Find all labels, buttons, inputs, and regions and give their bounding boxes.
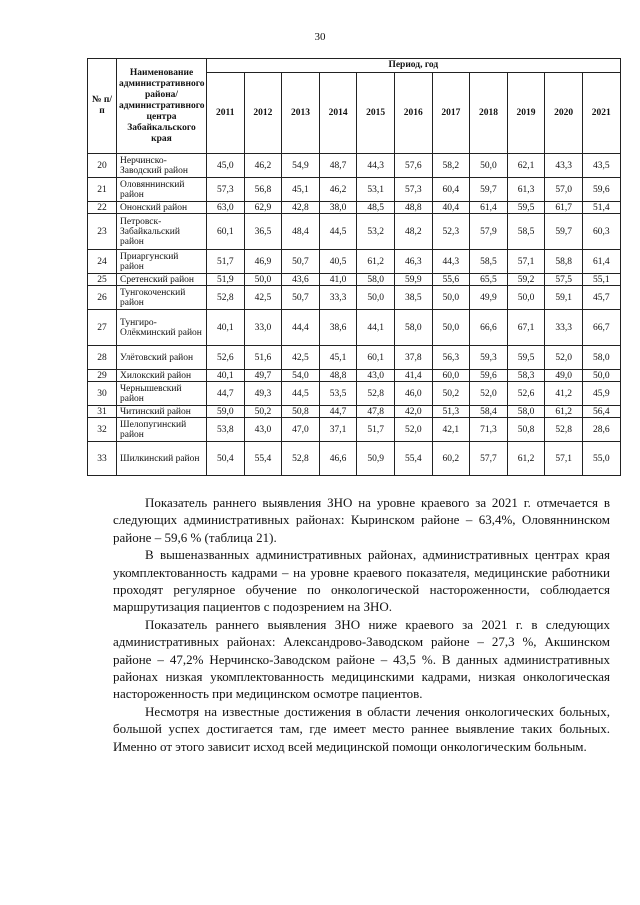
value-cell: 51,4 — [582, 202, 620, 214]
value-cell: 55,4 — [244, 442, 282, 476]
value-cell: 43,6 — [282, 274, 320, 286]
value-cell: 37,1 — [319, 418, 357, 442]
value-cell: 55,1 — [582, 274, 620, 286]
value-cell: 58,2 — [432, 154, 470, 178]
value-cell: 61,2 — [357, 250, 395, 274]
value-cell: 59,1 — [545, 286, 583, 310]
value-cell: 47,8 — [357, 406, 395, 418]
value-cell: 50,8 — [282, 406, 320, 418]
value-cell: 61,7 — [545, 202, 583, 214]
value-cell: 50,0 — [432, 310, 470, 346]
value-cell: 43,0 — [244, 418, 282, 442]
paragraph: Показатель раннего выявления ЗНО ниже краевого за 2021 г. в следующих административных районах: Александрово-Заводском районе – 27,3 %, Акшинском районе – 47,2% Нерчинско-Заводском районе – 43,5 %. В данных административных районах низкая укомплектованность медицинскими кадрами, низкая онкологическая настороженность при медицинском осмотре пациентов. — [113, 616, 610, 702]
value-cell: 58,0 — [394, 310, 432, 346]
value-cell: 61,2 — [507, 442, 545, 476]
value-cell: 56,8 — [244, 178, 282, 202]
value-cell: 56,4 — [582, 406, 620, 418]
value-cell: 50,7 — [282, 286, 320, 310]
value-cell: 61,4 — [582, 250, 620, 274]
value-cell: 49,7 — [244, 370, 282, 382]
paragraph: Несмотря на известные достижения в области лечения онкологических больных, большой успех достигается там, где имеет место раннее выявление таких больных. Именно от этого зависит исход всей медицинской помощи онкологическим больным. — [113, 703, 610, 754]
value-cell: 59,0 — [207, 406, 245, 418]
row-number: 28 — [88, 346, 117, 370]
value-cell: 50,0 — [582, 370, 620, 382]
value-cell: 50,4 — [207, 442, 245, 476]
value-cell: 50,0 — [244, 274, 282, 286]
value-cell: 54,9 — [282, 154, 320, 178]
value-cell: 55,4 — [394, 442, 432, 476]
value-cell: 53,8 — [207, 418, 245, 442]
value-cell: 57,5 — [545, 274, 583, 286]
value-cell: 59,6 — [582, 178, 620, 202]
page-number: 30 — [314, 31, 326, 43]
value-cell: 53,5 — [319, 382, 357, 406]
year-header: 2017 — [432, 73, 470, 154]
value-cell: 51,6 — [244, 346, 282, 370]
value-cell: 42,8 — [282, 202, 320, 214]
value-cell: 52,0 — [470, 382, 508, 406]
value-cell: 33,3 — [319, 286, 357, 310]
row-number: 24 — [88, 250, 117, 274]
year-header: 2019 — [507, 73, 545, 154]
district-name: Улётовский район — [117, 346, 207, 370]
value-cell: 57,9 — [470, 214, 508, 250]
value-cell: 58,5 — [507, 214, 545, 250]
value-cell: 52,6 — [207, 346, 245, 370]
table-row — [88, 178, 621, 202]
value-cell: 33,3 — [545, 310, 583, 346]
district-name: Петровск-Забайкальский район — [117, 214, 207, 250]
table-row — [88, 442, 621, 476]
district-name: Нерчинско-Заводский район — [117, 154, 207, 178]
district-table — [87, 58, 621, 476]
district-name: Тунгиро-Олёкминский район — [117, 310, 207, 346]
row-number: 22 — [88, 202, 117, 214]
value-cell: 46,3 — [394, 250, 432, 274]
value-cell: 53,2 — [357, 214, 395, 250]
table-row — [88, 214, 621, 250]
value-cell: 60,1 — [207, 214, 245, 250]
value-cell: 60,3 — [582, 214, 620, 250]
value-cell: 51,7 — [357, 418, 395, 442]
value-cell: 48,8 — [319, 370, 357, 382]
table-row — [88, 202, 621, 214]
table-row — [88, 250, 621, 274]
value-cell: 44,7 — [319, 406, 357, 418]
year-header: 2018 — [470, 73, 508, 154]
value-cell: 60,1 — [357, 346, 395, 370]
value-cell: 65,5 — [470, 274, 508, 286]
value-cell: 61,4 — [470, 202, 508, 214]
value-cell: 50,0 — [432, 286, 470, 310]
value-cell: 52,0 — [394, 418, 432, 442]
value-cell: 58,3 — [507, 370, 545, 382]
value-cell: 46,2 — [244, 154, 282, 178]
value-cell: 45,1 — [319, 346, 357, 370]
year-header: 2015 — [357, 73, 395, 154]
value-cell: 46,9 — [244, 250, 282, 274]
value-cell: 48,7 — [319, 154, 357, 178]
value-cell: 66,6 — [470, 310, 508, 346]
year-header: 2021 — [582, 73, 620, 154]
value-cell: 59,2 — [507, 274, 545, 286]
value-cell: 48,4 — [282, 214, 320, 250]
row-number: 29 — [88, 370, 117, 382]
value-cell: 58,8 — [545, 250, 583, 274]
value-cell: 52,8 — [545, 418, 583, 442]
district-name: Тунгокоченский район — [117, 286, 207, 310]
value-cell: 48,2 — [394, 214, 432, 250]
header-period: Период, год — [207, 59, 621, 73]
row-number: 23 — [88, 214, 117, 250]
value-cell: 42,5 — [282, 346, 320, 370]
value-cell: 52,3 — [432, 214, 470, 250]
value-cell: 36,5 — [244, 214, 282, 250]
value-cell: 41,0 — [319, 274, 357, 286]
district-name: Приаргунский район — [117, 250, 207, 274]
row-number: 31 — [88, 406, 117, 418]
value-cell: 38,5 — [394, 286, 432, 310]
value-cell: 44,3 — [432, 250, 470, 274]
value-cell: 45,9 — [582, 382, 620, 406]
value-cell: 41,2 — [545, 382, 583, 406]
value-cell: 59,5 — [507, 346, 545, 370]
value-cell: 57,3 — [394, 178, 432, 202]
value-cell: 40,5 — [319, 250, 357, 274]
value-cell: 44,1 — [357, 310, 395, 346]
value-cell: 59,6 — [470, 370, 508, 382]
value-cell: 60,4 — [432, 178, 470, 202]
district-name: Хилокский район — [117, 370, 207, 382]
value-cell: 58,4 — [470, 406, 508, 418]
year-header: 2016 — [394, 73, 432, 154]
year-header: 2013 — [282, 73, 320, 154]
year-header: 2020 — [545, 73, 583, 154]
value-cell: 40,1 — [207, 370, 245, 382]
value-cell: 62,9 — [244, 202, 282, 214]
value-cell: 61,3 — [507, 178, 545, 202]
year-header: 2011 — [207, 73, 245, 154]
value-cell: 38,6 — [319, 310, 357, 346]
value-cell: 54,0 — [282, 370, 320, 382]
value-cell: 59,5 — [507, 202, 545, 214]
value-cell: 50,7 — [282, 250, 320, 274]
value-cell: 42,1 — [432, 418, 470, 442]
value-cell: 51,7 — [207, 250, 245, 274]
value-cell: 50,2 — [244, 406, 282, 418]
value-cell: 49,0 — [545, 370, 583, 382]
value-cell: 53,1 — [357, 178, 395, 202]
value-cell: 57,6 — [394, 154, 432, 178]
body-text — [113, 494, 610, 755]
value-cell: 45,0 — [207, 154, 245, 178]
value-cell: 47,0 — [282, 418, 320, 442]
paragraph: Показатель раннего выявления ЗНО на уровне краевого за 2021 г. отмечается в следующих административных районах: Кыринском районе – 63,4%, Оловяннинском районе – 59,6 % (таблица 21). — [113, 495, 610, 545]
year-header: 2012 — [244, 73, 282, 154]
district-name: Шелопугинский район — [117, 418, 207, 442]
value-cell: 50,0 — [507, 286, 545, 310]
value-cell: 48,5 — [357, 202, 395, 214]
value-cell: 59,3 — [470, 346, 508, 370]
value-cell: 49,9 — [470, 286, 508, 310]
value-cell: 58,0 — [582, 346, 620, 370]
district-name: Шилкинский район — [117, 442, 207, 476]
row-number: 25 — [88, 274, 117, 286]
value-cell: 44,4 — [282, 310, 320, 346]
value-cell: 61,2 — [545, 406, 583, 418]
value-cell: 51,3 — [432, 406, 470, 418]
table-row — [88, 154, 621, 178]
district-name: Читинский район — [117, 406, 207, 418]
value-cell: 43,5 — [582, 154, 620, 178]
value-cell: 55,6 — [432, 274, 470, 286]
table-row — [88, 406, 621, 418]
value-cell: 57,1 — [507, 250, 545, 274]
value-cell: 52,6 — [507, 382, 545, 406]
value-cell: 71,3 — [470, 418, 508, 442]
row-number: 27 — [88, 310, 117, 346]
value-cell: 66,7 — [582, 310, 620, 346]
table-row — [88, 346, 621, 370]
table-row — [88, 370, 621, 382]
row-number: 26 — [88, 286, 117, 310]
district-name: Сретенский район — [117, 274, 207, 286]
row-number: 21 — [88, 178, 117, 202]
row-number: 30 — [88, 382, 117, 406]
value-cell: 57,3 — [207, 178, 245, 202]
header-number: № п/п — [88, 59, 117, 154]
value-cell: 45,1 — [282, 178, 320, 202]
value-cell: 44,3 — [357, 154, 395, 178]
value-cell: 52,8 — [207, 286, 245, 310]
value-cell: 37,8 — [394, 346, 432, 370]
value-cell: 50,9 — [357, 442, 395, 476]
district-name: Чернышевский район — [117, 382, 207, 406]
value-cell: 62,1 — [507, 154, 545, 178]
row-number: 20 — [88, 154, 117, 178]
value-cell: 58,0 — [507, 406, 545, 418]
value-cell: 46,2 — [319, 178, 357, 202]
value-cell: 58,5 — [470, 250, 508, 274]
value-cell: 46,6 — [319, 442, 357, 476]
row-number: 32 — [88, 418, 117, 442]
district-name: Ононский район — [117, 202, 207, 214]
value-cell: 51,9 — [207, 274, 245, 286]
value-cell: 50,0 — [470, 154, 508, 178]
value-cell: 57,7 — [470, 442, 508, 476]
value-cell: 38,0 — [319, 202, 357, 214]
paragraph: В вышеназванных административных районах, административных центрах края укомплектованность кадрами – на уровне краевого показателя, медицинские работники проходят регулярное обучение по онкологической настороженности, соблюдается маршрутизация пациентов с подозрением на ЗНО. — [113, 547, 610, 615]
value-cell: 43,0 — [357, 370, 395, 382]
value-cell: 58,0 — [357, 274, 395, 286]
value-cell: 55,0 — [582, 442, 620, 476]
value-cell: 44,5 — [282, 382, 320, 406]
value-cell: 50,8 — [507, 418, 545, 442]
table-row — [88, 382, 621, 406]
value-cell: 52,8 — [357, 382, 395, 406]
value-cell: 43,3 — [545, 154, 583, 178]
value-cell: 60,2 — [432, 442, 470, 476]
value-cell: 45,7 — [582, 286, 620, 310]
value-cell: 42,0 — [394, 406, 432, 418]
value-cell: 67,1 — [507, 310, 545, 346]
district-name: Оловяннинский район — [117, 178, 207, 202]
header-name: Наименование административного района/ административного центра Забайкальского края — [117, 59, 207, 154]
value-cell: 50,2 — [432, 382, 470, 406]
table-row — [88, 286, 621, 310]
table-row — [88, 418, 621, 442]
value-cell: 44,5 — [319, 214, 357, 250]
value-cell: 42,5 — [244, 286, 282, 310]
value-cell: 60,0 — [432, 370, 470, 382]
value-cell: 59,9 — [394, 274, 432, 286]
value-cell: 44,7 — [207, 382, 245, 406]
value-cell: 33,0 — [244, 310, 282, 346]
row-number: 33 — [88, 442, 117, 476]
value-cell: 52,8 — [282, 442, 320, 476]
value-cell: 59,7 — [545, 214, 583, 250]
value-cell: 50,0 — [357, 286, 395, 310]
value-cell: 57,1 — [545, 442, 583, 476]
value-cell: 59,7 — [470, 178, 508, 202]
value-cell: 49,3 — [244, 382, 282, 406]
value-cell: 46,0 — [394, 382, 432, 406]
value-cell: 40,1 — [207, 310, 245, 346]
year-header: 2014 — [319, 73, 357, 154]
value-cell: 40,4 — [432, 202, 470, 214]
value-cell: 52,0 — [545, 346, 583, 370]
value-cell: 41,4 — [394, 370, 432, 382]
table-row — [88, 310, 621, 346]
value-cell: 56,3 — [432, 346, 470, 370]
value-cell: 48,8 — [394, 202, 432, 214]
value-cell: 28,6 — [582, 418, 620, 442]
value-cell: 63,0 — [207, 202, 245, 214]
table-row — [88, 274, 621, 286]
value-cell: 57,0 — [545, 178, 583, 202]
